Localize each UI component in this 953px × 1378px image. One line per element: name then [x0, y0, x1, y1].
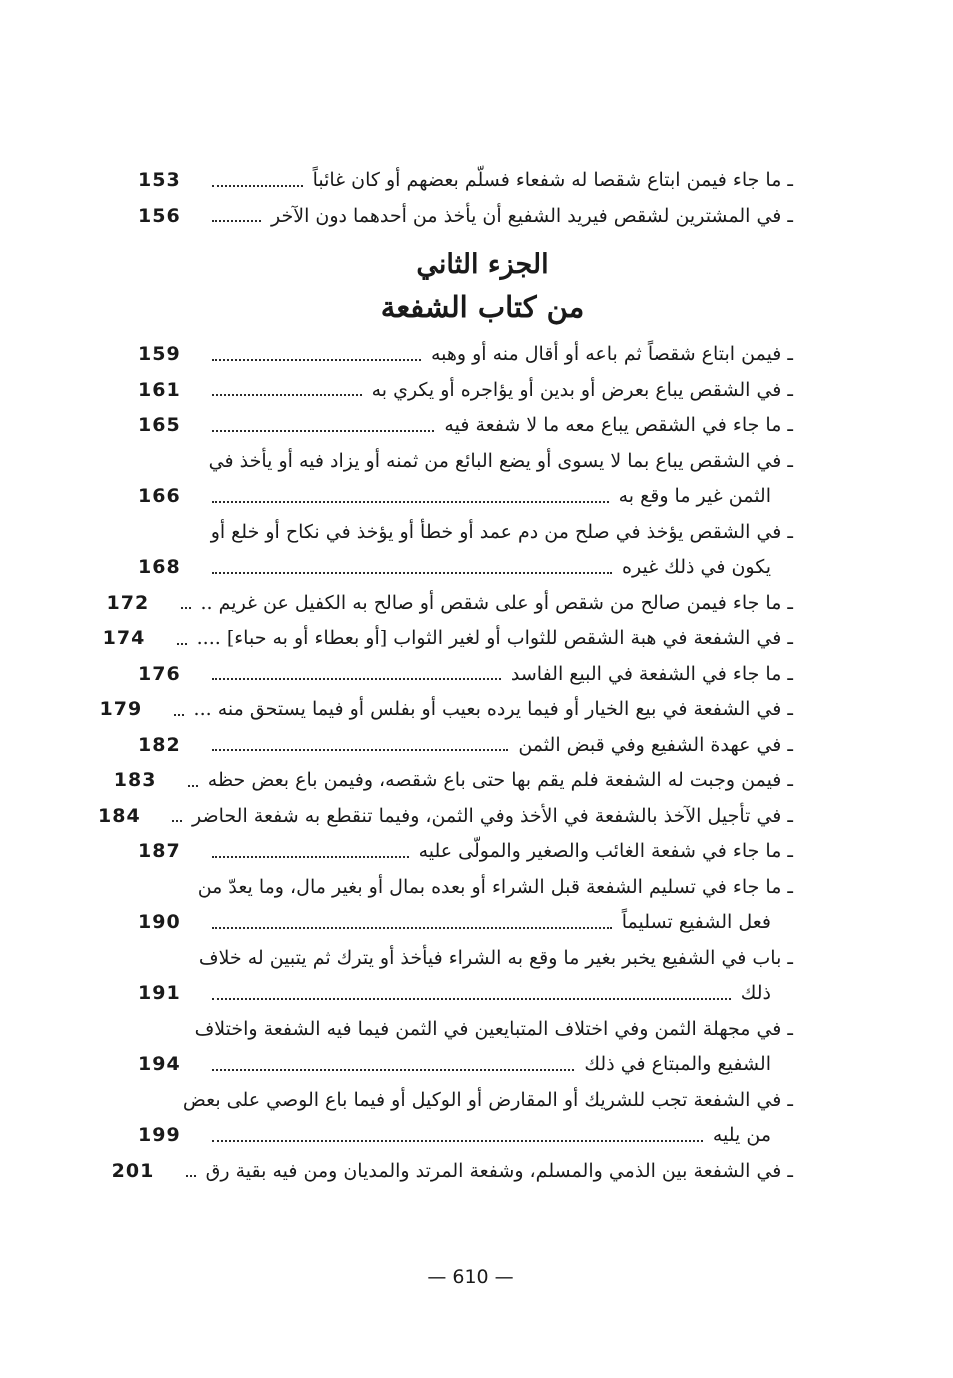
book-subheading: من كتاب الشفعة [380, 290, 585, 324]
toc-entry-title: ـ في عهدة الشفيع وفي قبض الثمن [518, 733, 793, 756]
toc-entry [138, 199, 793, 235]
toc-entry [138, 444, 793, 515]
toc-page-number: 176 [138, 662, 181, 685]
toc-page-number: 166 [138, 485, 181, 507]
toc-page-number: 183 [113, 769, 157, 791]
toc-entry-title: ـ في الشفعة في هبة الشقص للثواب أو لغير الثواب [أو بعطاء أو به حباء] .... [196, 627, 793, 649]
dot-leader [212, 749, 508, 751]
dot-leader [212, 998, 731, 1000]
toc-entry-line [138, 337, 793, 373]
toc-entry [138, 373, 793, 409]
toc-entry-line [138, 1012, 793, 1048]
dot-leader [177, 643, 187, 645]
dot-leader [212, 501, 609, 503]
toc-page-number: 190 [138, 911, 181, 933]
toc-entry [99, 692, 793, 728]
toc-page-number: 194 [138, 1053, 181, 1075]
toc-entry [138, 1012, 793, 1083]
toc-page-number: 187 [138, 840, 181, 862]
toc-entry-title: ـ ما جاء في الشقص يباع معه ما لا شفعة فيه [444, 414, 793, 436]
toc-entry-line [138, 550, 793, 586]
toc-entry-line [138, 941, 793, 977]
toc-list-top [138, 163, 793, 234]
toc-entry-title-continued: الشفيع والمبتاع في ذلك [584, 1053, 771, 1075]
dot-leader [186, 1175, 196, 1177]
dot-leader [212, 359, 421, 361]
page-folio: — 610 — [427, 1266, 514, 1288]
part-heading: الجزء الثاني [416, 249, 549, 280]
toc-page-number: 179 [99, 698, 143, 720]
toc-entry-title: ـ فيمن ابتاع شقصاً ثم باعه أو أقال منه أو وهبه [430, 343, 793, 365]
dot-leader [212, 856, 409, 858]
toc-entry-line [138, 870, 793, 906]
toc-entry-title-continued: ذلك [740, 982, 771, 1004]
toc-page-number: 184 [98, 804, 141, 827]
toc-entry-line [138, 657, 793, 693]
toc-entry-title: ـ في الشفعة تجب للشريك أو المقارض أو الوكيل أو فيما باع الوصي على بعض [182, 1088, 793, 1111]
toc-entry-line [113, 763, 793, 799]
dot-leader [212, 394, 362, 396]
toc-page-number: 168 [138, 556, 181, 578]
toc-entry-line [106, 586, 793, 622]
toc-page-number: 182 [138, 733, 181, 756]
dot-leader [212, 678, 501, 680]
toc-entry-line [138, 1047, 793, 1083]
toc-entry [113, 763, 793, 799]
toc-entry-title: ـ ما جاء في الشفعة في البيع الفاسد [510, 662, 793, 685]
toc-entry [98, 799, 793, 835]
toc-entry-line [138, 905, 793, 941]
toc-entry [138, 408, 793, 444]
toc-entry-line [138, 834, 793, 870]
dot-leader [212, 572, 612, 574]
toc-entry [138, 941, 793, 1012]
toc-page-number: 174 [102, 627, 146, 649]
toc-entry-line [138, 1083, 793, 1119]
toc-entry [106, 586, 793, 622]
toc-list-main [98, 337, 793, 1189]
toc-entry-title-continued: يكون في ذلك غيره [622, 556, 771, 578]
dot-leader [212, 927, 612, 929]
toc-entry-line [98, 799, 793, 835]
toc-entry-title: ـ في الشقص يؤخذ في صلح من دم عمد أو خطأ أو يؤخذ في نكاح أو خلع أو [210, 520, 793, 543]
toc-entry-line [138, 976, 793, 1012]
dot-leader [212, 185, 303, 187]
toc-page-number: 172 [106, 591, 150, 614]
toc-entry-title: ـ فيمن وجبت له الشفعة فلم يقم بها حتى باع شقصه، وفيمن باع بعض حظه [207, 769, 793, 791]
toc-entry-title-continued: الثمن غير ما وقع به [618, 485, 771, 507]
toc-entry [138, 657, 793, 693]
toc-entry-line [138, 373, 793, 409]
toc-page-number: 153 [138, 169, 181, 191]
dot-leader [212, 1069, 574, 1071]
dot-leader [188, 785, 198, 787]
toc-entry-title: ـ في الشفعة في بيع الخيار أو فيما يرده بعيب أو بفلس أو فيما يستحق منه ... [193, 698, 793, 720]
toc-entry-title: ـ ما جاء فيمن ابتاع شقصا له شفعاء فسلّم بعضهم أو كان غائباً [312, 169, 793, 191]
toc-page-number: 165 [138, 414, 181, 436]
toc-entry-line [99, 692, 793, 728]
toc-entry-title: ـ باب في الشفيع يخبر بغير ما وقع به الشراء فيأخذ أو يترك ثم يتبين له خلاف [198, 946, 793, 969]
toc-entry-title: ـ في تأجيل الآخذ بالشفعة في الأخذ وفي الثمن، وفيما تنقطع به شفعة الحاضر [192, 804, 793, 827]
dot-leader [172, 820, 182, 822]
toc-entry-line [138, 1118, 793, 1154]
toc-entry [138, 728, 793, 764]
toc-entry-title: ـ في الشقص يباع بعرض أو بدين أو يؤاجره أو يكري به [371, 378, 793, 401]
dot-leader [212, 220, 261, 222]
toc-entry-line [138, 479, 793, 515]
toc-entry [138, 870, 793, 941]
dot-leader [212, 1140, 703, 1142]
toc-entry-title: ـ في الشفعة بين الذمي والمسلم، وشفعة المرتد والمديان ومن فيه بقية رق [205, 1159, 793, 1182]
toc-entry [138, 163, 793, 199]
toc-entry-line [138, 728, 793, 764]
toc-entry-line [138, 515, 793, 551]
toc-entry-line [138, 199, 793, 235]
toc-entry-title: ـ ما جاء في شفعة الغائب والصغير والمولّى عليه [418, 840, 793, 862]
toc-entry-line [111, 1154, 793, 1190]
toc-page-number: 191 [138, 982, 181, 1004]
toc-entry-line [138, 444, 793, 480]
toc-entry [138, 1083, 793, 1154]
toc-entry-line [138, 408, 793, 444]
toc-entry [138, 515, 793, 586]
toc-entry-title-continued: من يليه [712, 1124, 771, 1146]
dot-leader [212, 430, 434, 432]
toc-page-number: 159 [138, 343, 181, 365]
toc-page-number: 201 [111, 1159, 155, 1182]
toc-entry-title: ـ في الشقص يباع بما لا يسوى أو يضع البائع من ثمنه أو يزاد فيه أو يأخذ في [208, 449, 793, 472]
toc-entry-title-continued: فعل الشفيع تسليماً [621, 911, 771, 933]
toc-page-number: 161 [138, 378, 181, 401]
toc-entry-line [102, 621, 793, 657]
toc-page-number: 156 [138, 204, 181, 227]
dot-leader [181, 607, 191, 609]
toc-page-number: 199 [138, 1124, 181, 1146]
toc-entry-line [138, 163, 793, 199]
toc-entry [102, 621, 793, 657]
toc-entry-title: ـ في مجهلة الثمن وفي اختلاف المتبايعين في الثمن فيما فيه الشفعة واختلاف [194, 1017, 793, 1040]
toc-entry-title: ـ ما جاء فيمن صالح من شقص أو على شقص أو صالح به الكفيل عن غريم .. [200, 591, 793, 614]
dot-leader [174, 714, 184, 716]
toc-entry [111, 1154, 793, 1190]
toc-entry-title: ـ في المشترين لشقص فيريد الشفيع أن يأخذ من أحدهما دون الآخر [271, 204, 793, 227]
toc-entry-title: ـ ما جاء في تسليم الشفعة قبل الشراء أو بعده بمال أو بغير مال، وما يعدّ من [197, 875, 793, 898]
toc-entry [138, 834, 793, 870]
toc-entry [138, 337, 793, 373]
